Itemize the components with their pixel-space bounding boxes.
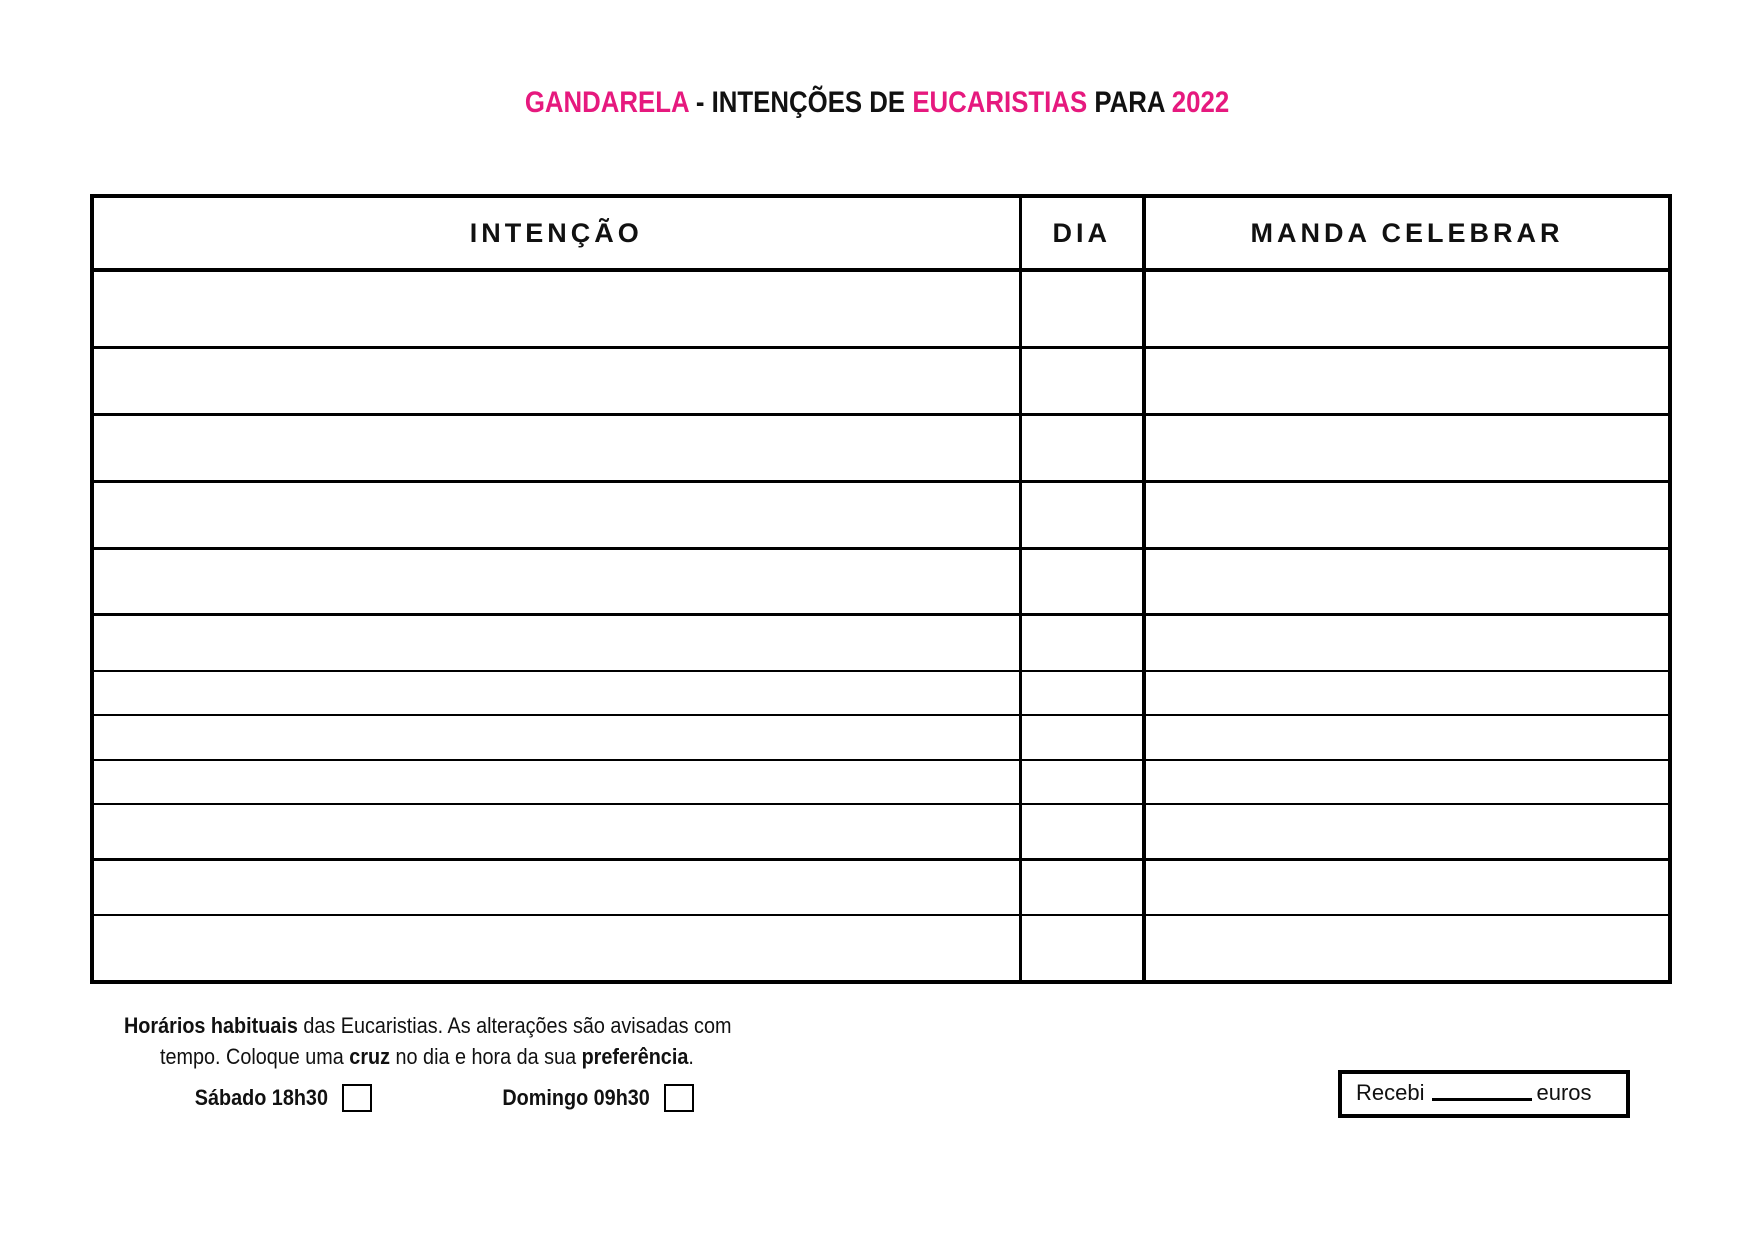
requested-by-cell[interactable]	[1144, 860, 1670, 916]
day-cell[interactable]	[1020, 715, 1144, 760]
amount-line[interactable]	[1432, 1098, 1532, 1101]
notes-line-1-text: das Eucaristias. As alterações são avisadas com	[297, 1013, 732, 1038]
day-cell[interactable]	[1020, 415, 1144, 482]
requested-by-cell[interactable]	[1144, 615, 1670, 671]
requested-by-cell[interactable]	[1144, 548, 1670, 615]
schedule-notes	[124, 1010, 736, 1072]
intention-cell[interactable]	[92, 760, 1020, 805]
intention-cell[interactable]	[92, 548, 1020, 615]
sunday-checkbox[interactable]	[664, 1084, 694, 1112]
preference-word: preferência	[581, 1044, 689, 1069]
day-cell[interactable]	[1020, 615, 1144, 671]
receipt-suffix: euros	[1536, 1080, 1592, 1105]
day-cell[interactable]	[1020, 671, 1144, 716]
day-cell[interactable]	[1020, 348, 1144, 415]
notes-line-2	[124, 1041, 736, 1072]
table-header-row	[92, 196, 1670, 270]
usual-times-label: Horários habituais	[124, 1013, 298, 1038]
requested-by-cell[interactable]	[1144, 415, 1670, 482]
header-intention: INTENÇÃO	[92, 196, 1020, 270]
intention-cell[interactable]	[92, 615, 1020, 671]
requested-by-cell[interactable]	[1144, 915, 1670, 982]
requested-by-cell[interactable]	[1144, 671, 1670, 716]
table-row	[92, 671, 1670, 716]
intention-cell[interactable]	[92, 860, 1020, 916]
notes-line-2-text-b: no dia e hora da sua	[390, 1044, 582, 1069]
requested-by-cell[interactable]	[1144, 348, 1670, 415]
intention-cell[interactable]	[92, 481, 1020, 548]
title-year: 2022	[1171, 86, 1230, 119]
table-row	[92, 804, 1670, 860]
saturday-checkbox[interactable]	[342, 1084, 372, 1112]
cross-word: cruz	[349, 1044, 391, 1069]
title-intentions: - INTENÇÕES DE	[688, 86, 913, 119]
day-cell[interactable]	[1020, 270, 1144, 348]
table-row	[92, 760, 1670, 805]
intentions-table	[90, 194, 1672, 984]
table-row	[92, 481, 1670, 548]
header-requested-by: MANDA CELEBRAR	[1144, 196, 1670, 270]
day-cell[interactable]	[1020, 760, 1144, 805]
table-row	[92, 415, 1670, 482]
sunday-label: Domingo 09h30	[502, 1085, 650, 1110]
saturday-label: Sábado 18h30	[194, 1085, 328, 1110]
notes-line-2-text-a: tempo. Coloque uma	[160, 1044, 350, 1069]
intention-cell[interactable]	[92, 270, 1020, 348]
page-title	[123, 86, 1631, 120]
table-row	[92, 860, 1670, 916]
title-for: PARA	[1087, 86, 1172, 119]
table-row	[92, 548, 1670, 615]
requested-by-cell[interactable]	[1144, 481, 1670, 548]
table-row	[92, 348, 1670, 415]
day-cell[interactable]	[1020, 548, 1144, 615]
saturday-option	[180, 1084, 372, 1112]
table-row	[92, 270, 1670, 348]
notes-line-1	[124, 1010, 736, 1041]
requested-by-cell[interactable]	[1144, 804, 1670, 860]
intention-cell[interactable]	[92, 415, 1020, 482]
intention-cell[interactable]	[92, 915, 1020, 982]
intention-cell[interactable]	[92, 804, 1020, 860]
intention-cell[interactable]	[92, 671, 1020, 716]
notes-line-2-text-c: .	[688, 1044, 694, 1069]
day-cell[interactable]	[1020, 481, 1144, 548]
requested-by-cell[interactable]	[1144, 760, 1670, 805]
intention-cell[interactable]	[92, 715, 1020, 760]
receipt-prefix: Recebi	[1356, 1080, 1425, 1105]
title-eucharists: EUCARISTIAS	[912, 86, 1088, 119]
intention-cell[interactable]	[92, 348, 1020, 415]
sunday-option	[486, 1084, 694, 1112]
day-cell[interactable]	[1020, 915, 1144, 982]
table-row	[92, 715, 1670, 760]
requested-by-cell[interactable]	[1144, 715, 1670, 760]
requested-by-cell[interactable]	[1144, 270, 1670, 348]
header-day: DIA	[1020, 196, 1144, 270]
receipt-box	[1338, 1070, 1630, 1118]
day-cell[interactable]	[1020, 860, 1144, 916]
title-parish: GANDARELA	[524, 86, 689, 119]
day-cell[interactable]	[1020, 804, 1144, 860]
table-row	[92, 615, 1670, 671]
table-row	[92, 915, 1670, 982]
